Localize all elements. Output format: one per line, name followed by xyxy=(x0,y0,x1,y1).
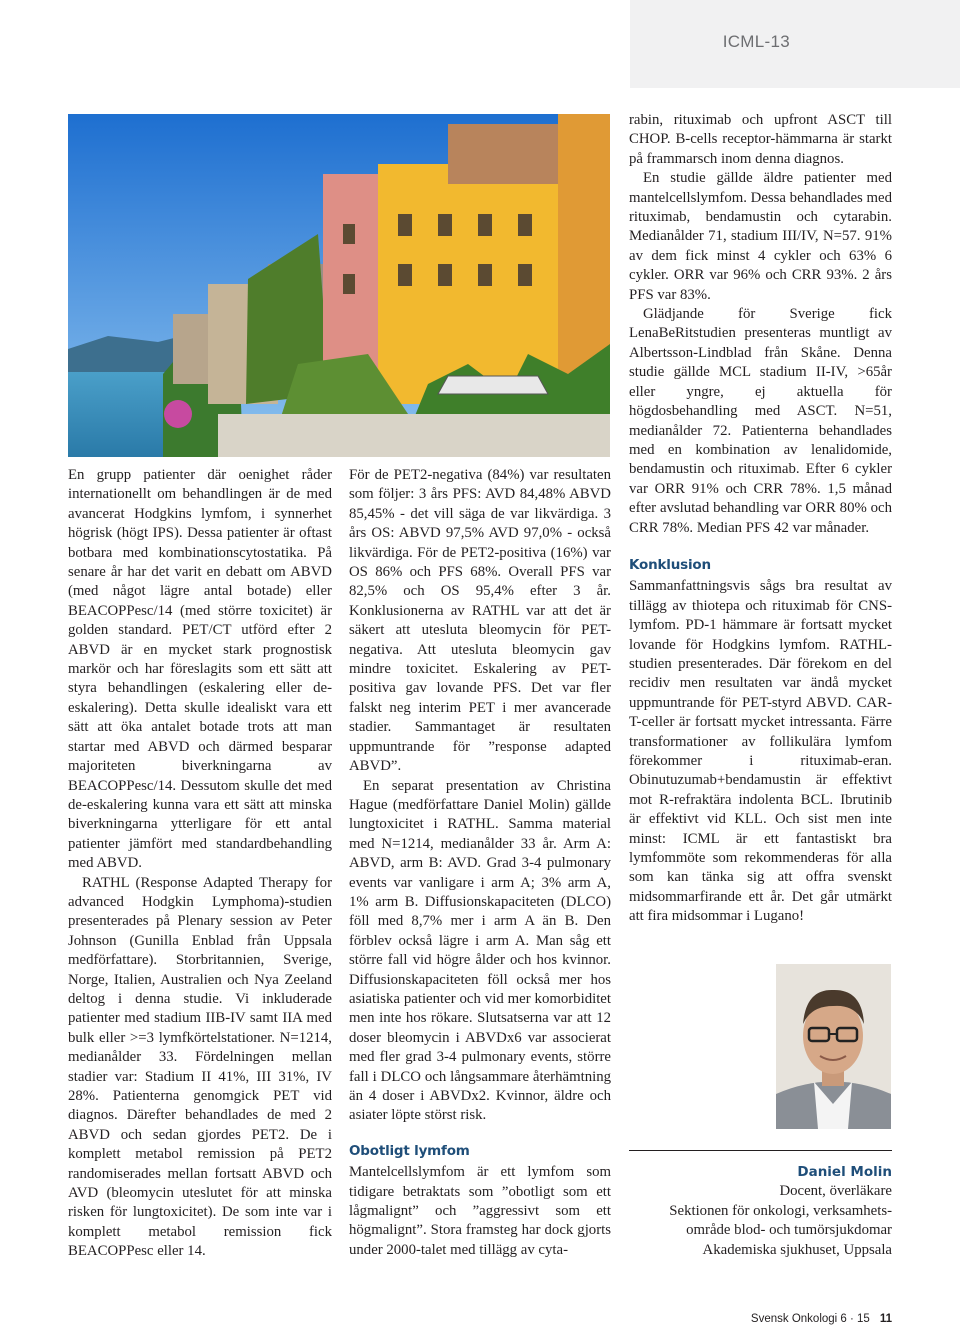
header-band xyxy=(630,0,960,88)
paragraph: RATHL (Response Adapted Therapy for advanced Hodgkin Lymphoma)-studien presenterades på Plenary session av Peter Johnson (Gunilla Enblad från Uppsala medförfattare). Storbritannien, Sverige, Norge, Italien, Australien och Nya Zeeland deltog i denna studie. Vi inkluderade patienter med stadium IIB-IV samt IIA med bulk eller >=3 lymfkörtelstationer. N=1214, medianålder 33. Fördelningen mellan stadier var: Stadium II 41%, III 31%, IV 28%. Patienterna genomgick PET vid diagnos. Därefter behandlades de med 2 ABVD och sedan gjordes PET2. De i komplett metabol remission på PET2 randomiserades mellan fortsatt ABVD och AVD (bleomycin uteslutet för att minska risken för lungtoxicitet). De som inte var i komplett metabol remission fick BEACOPPesc eller 14. xyxy=(68,874,332,1260)
author-affiliation-line: Akademiska sjukhuset, Uppsala xyxy=(702,1241,892,1258)
paragraph: En studie gällde äldre patienter med mantelcellslymfom. Dessa behandlades med rituximab, bendamustin och cytarabin. Medianålder 71, stadium III/IV, N=57. 91% av dem fick minst 4 cykler och 63% 6 cykler. ORR var 96% och CRR 93%. 2 års PFS var 83%. xyxy=(629,170,892,303)
paragraph: Sammanfattningsvis sågs bra resultat av tillägg av thiotepa och rituximab för CNS-lymfom. PD-1 hämmare är fortsatt mycket lovande för Hodgkins lymfom. RATHL-studien presenterades. Där förekom en del recidiv men resultaten var ändå mycket uppmuntrande för PET-styrd ABVD. CAR-T-celler är fortsatt mycket intressanta. Färre transformationer av follikulära lymfom förekommer i rituximab-eran. Obinutuzumab+bendamustin är effektivt mot R-refraktära indolenta BCL. Ibrutinib är effektivt vid KLL. Och sist men inte minst: ICML är ett fantastiskt bra lymfommöte som rekommenderas för alla som kan tänka sig att offra svenskt midsommarfirande ett år. Det går utmärkt att fira midsommar i Lugano! xyxy=(629,578,892,925)
author-affiliation-line: Sektionen för onkologi, verksamhets- xyxy=(669,1202,892,1219)
column-3 xyxy=(629,111,892,927)
author-title: Docent, överläkare xyxy=(779,1183,892,1200)
column-1 xyxy=(68,466,332,1262)
paragraph: En separat presentation av Christina Hague (medförfattare Daniel Molin) gällde lungtoxicitet i RATHL. Samma material med N=1214, medianålder 33 år. Arm A: ABVD, arm B: AVD. Grad 3-4 pulmonary events var vanligare i arm A; 3% arm A, 1% arm B. Diffusionskapaciteten (DLCO) föll med 8,7% mer i arm A än B. Den förblev också lägre i arm A. Man såg ett större fall vid högre ålder och hos kvinnor. Diffusionskapaciteten föll också mer hos asiatiska patienter och vid mer komorbiditet men inte hos rökare. Slutsatserna var att 12 doser bleomycin i ABVDx6 var associerat med fler grad 3-4 pulmonary events, större fall i DLCO och långsammare återhämtning än 4 doser i ABVDx2. Kvinnor, äldre och asiater löpte störst risk. xyxy=(349,777,611,1124)
journal-name: Svensk Onkologi 6 · 15 xyxy=(750,1313,870,1325)
author-name: Daniel Molin xyxy=(797,1164,892,1180)
author-portrait xyxy=(776,964,891,1129)
paragraph: För de PET2-negativa (84%) var resultaten som följer: 3 års PFS: AVD 84,48% ABVD 85,45% - det vill säga de var likvärdiga. 3 års OS: ABVD 97,5% AVD 97,0% - också likvärdiga. För de PET2-positiva (16%) var OS 86% och PFS 68%. Overall PFS var 82,5% och OS 95,4% efter 3 år. Konklusionerna av RATHL var att det är säkert att utesluta bleomycin för PET-negativa. Att utesluta bleomycin gav mindre toxicitet. Eskalering av PET-positiva gav lovande PFS. Det var fler falskt neg interim PET i mer avancerade stadier. Sammantaget är resultaten uppmuntrande för ”response adapted ABVD”. xyxy=(349,467,611,775)
running-header: ICML-13 xyxy=(722,32,790,51)
lugano-photo xyxy=(68,114,610,457)
paragraph: Glädjande för Sverige fick LenaBeRitstudien presenteras muntligt av Albertsson-Lindblad från Skåne. Denna studie gällde MCL stadium II-IV, >65år eller yngre, ej aktuella för högdosbehandling med ASCT. N=51, medianålder 72. Patienterna behandlades med en kombination av lenalidomide, bendamustin och rituximab. Efter 6 cykler var ORR 91% och CRR 78%. 1,5 månad efter avslutad behandling var ORR 80% och CRR 78%. Median PFS 42 var månader. xyxy=(629,306,892,536)
page-footer xyxy=(751,1313,892,1325)
signature-rule xyxy=(629,1150,892,1151)
column-2 xyxy=(349,466,611,1260)
author-affiliation-line: område blod- och tumörsjukdomar xyxy=(686,1222,892,1239)
page-number: 11 xyxy=(879,1313,892,1325)
paragraph: rabin, rituximab och upfront ASCT till CHOP. B-cells receptor-hämmarna är starkt på frammarsch inom denna diagnos. xyxy=(629,112,892,167)
author-signature xyxy=(669,1163,892,1260)
paragraph: En grupp patienter där oenighet råder internationellt om behandlingen är de med avancerat Hodgkins lymfom, i synnerhet högrisk (högt IPS). Dessa patienter är oftast botbara med kombinationscytostatika. På senare år har det varit en debatt om ABVD (med något lägre antal botade) eller BEACOPPesc/14 (med större toxicitet) är golden standard. PET/CT utförd efter 2 ABVD är en mycket stark prognostisk markör och har föreslagits som ett sätt att styra behandlingen (eskalering eller de-eskalering). Detta skulle idealiskt vara ett sätt att öka antalet botade trots att man startar med ABVD och därmed besparar majoriteten biverkningarna av BEACOPPesc/14. Dessutom skulle det med de-eskalering kunna vara ett sätt att minska biverkningarna ytterligare för ett antal patienter jämfört med standardbehandling med ABVD. xyxy=(68,467,332,872)
section-heading: Obotligt lymfom xyxy=(349,1142,470,1159)
section-heading: Konklusion xyxy=(629,556,711,573)
paragraph: Mantelcellslymfom är ett lymfom som tidigare betraktats som ”obotligt som ett lågmalignt” och ”aggressivt som ett högmalignt”. Stora framsteg har dock gjorts under 2000-talet med tillägg av cyta- xyxy=(349,1164,611,1258)
